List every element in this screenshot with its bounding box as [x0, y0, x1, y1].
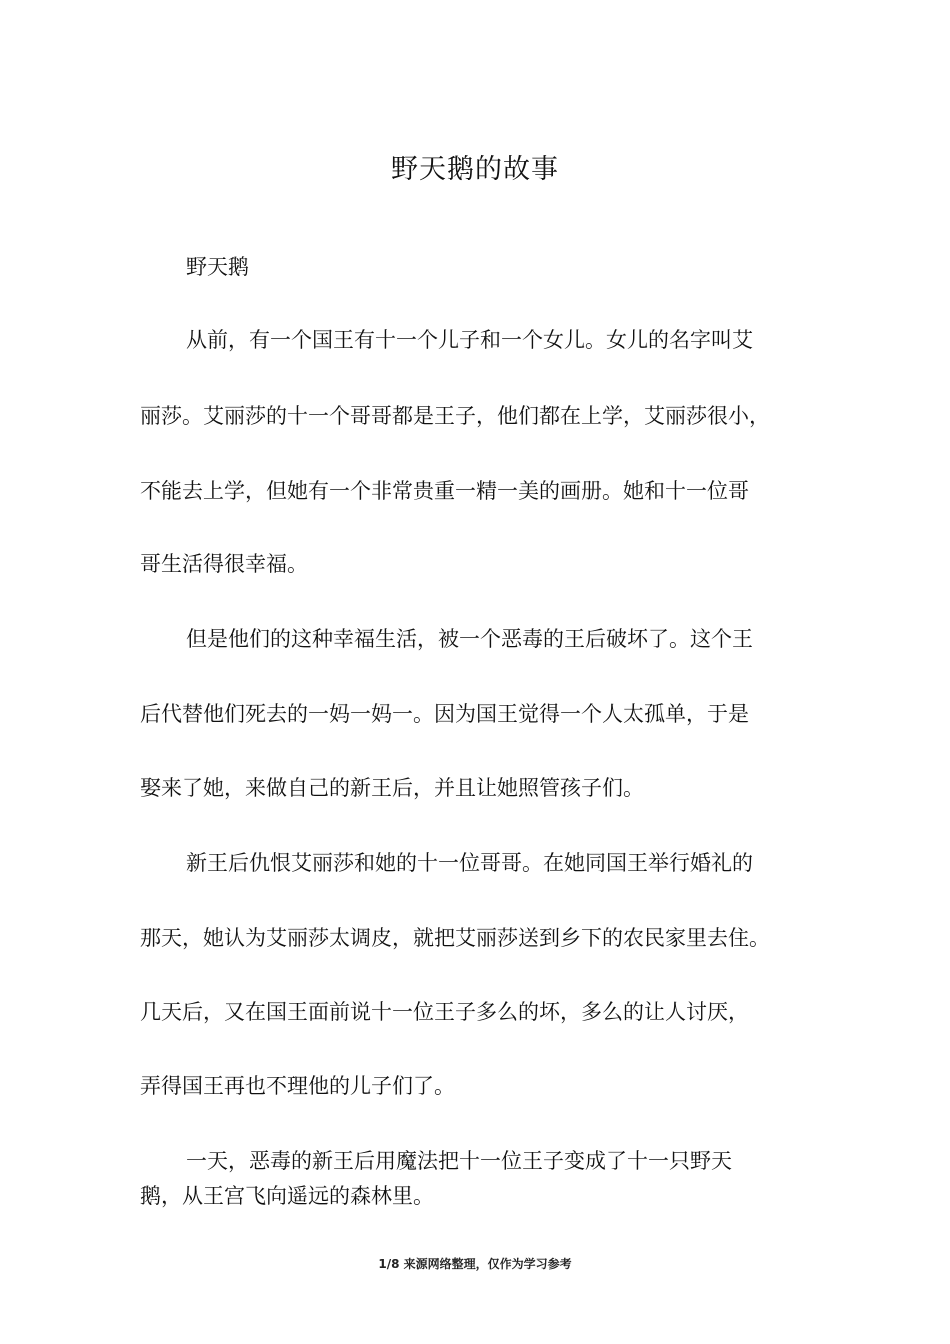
paragraph-1-line-3: 不能去上学，但她有一个非常贵重一精一美的画册。她和十一位哥: [140, 479, 749, 503]
document-title: 野天鹅的故事: [391, 154, 559, 185]
paragraph-4-line-2: 鹅，从王宫飞向遥远的森林里。: [140, 1184, 434, 1208]
paragraph-1-line-4: 哥生活得很幸福。: [140, 552, 308, 576]
paragraph-2-line-2: 后代替他们死去的一妈一妈一。因为国王觉得一个人太孤单，于是: [140, 702, 749, 726]
paragraph-3-line-1: 新王后仇恨艾丽莎和她的十一位哥哥。在她同国王举行婚礼的: [186, 851, 753, 875]
story-subtitle: 野天鹅: [186, 255, 249, 279]
paragraph-2-line-1: 但是他们的这种幸福生活，被一个恶毒的王后破坏了。这个王: [186, 627, 753, 651]
page-footer: 1/8 来源网络整理，仅作为学习参考: [378, 1257, 572, 1271]
paragraph-1-line-2: 丽莎。艾丽莎的十一个哥哥都是王子，他们都在上学，艾丽莎很小，: [140, 404, 770, 428]
paragraph-3-line-3: 几天后，又在国王面前说十一位王子多么的坏，多么的让人讨厌，: [140, 1000, 749, 1024]
paragraph-2-line-3: 娶来了她，来做自己的新王后，并且让她照管孩子们。: [140, 776, 644, 800]
paragraph-3-line-4: 弄得国王再也不理他的儿子们了。: [140, 1074, 455, 1098]
paragraph-3-line-2: 那天，她认为艾丽莎太调皮，就把艾丽莎送到乡下的农民家里去住。: [140, 926, 770, 950]
paragraph-1-line-1: 从前，有一个国王有十一个儿子和一个女儿。女儿的名字叫艾: [186, 328, 753, 352]
paragraph-4-line-1: 一天，恶毒的新王后用魔法把十一位王子变成了十一只野天: [186, 1149, 732, 1173]
